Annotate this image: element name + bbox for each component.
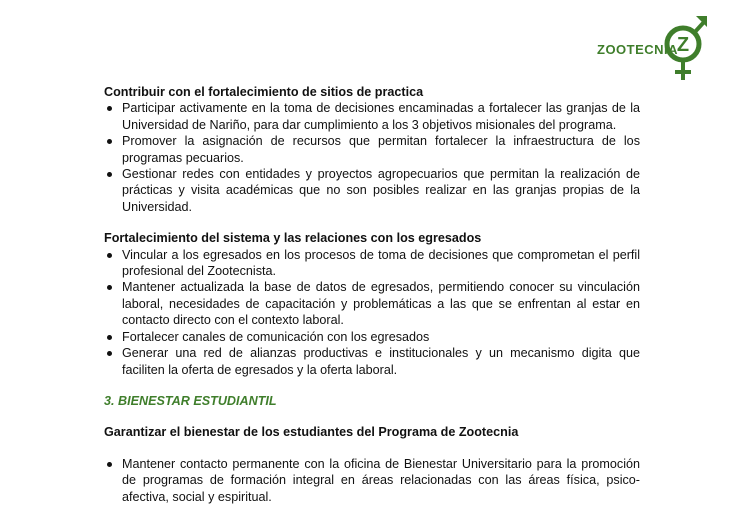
list-sitios-practica xyxy=(104,100,640,215)
list-item: Fortalecer canales de comunicación con los egresados xyxy=(104,329,640,345)
list-item: Gestionar redes con entidades y proyectos agropecuarios que permitan la realización de prácticas y visita académicas que no son posibles realizar en las granjas propias de la Universidad. xyxy=(104,166,640,215)
list-item: Mantener actualizada la base de datos de egresados, permitiendo conocer su vinculación laboral, necesidades de capacitación y problemáticas a las que se enfrentan al estar en contacto directo con el contexto laboral. xyxy=(104,279,640,328)
list-item: Mantener contacto permanente con la oficina de Bienestar Universitario para la promoción de programas de formación integral en áreas relacionadas con las áreas física, psico-afectiva, social y espiritual. xyxy=(104,456,640,505)
list-item: Vincular a los egresados en los procesos de toma de decisiones que comprometan el perfil profesional del Zootecnista. xyxy=(104,247,640,280)
list-item: Generar una red de alianzas productivas e institucionales y un mecanismo digita que faciliten la oferta de egresados y la oferta laboral. xyxy=(104,345,640,378)
venus-mars-z-icon xyxy=(663,14,711,84)
logo-letter: Z xyxy=(676,34,690,56)
heading-egresados: Fortalecimiento del sistema y las relaciones con los egresados xyxy=(104,231,482,246)
logo-text: ZOOTECNIA xyxy=(597,42,679,57)
list-bienestar xyxy=(104,456,640,505)
document-body xyxy=(104,84,640,505)
section-title-bienestar: 3. BIENESTAR ESTUDIANTIL xyxy=(104,393,277,408)
heading-bienestar: Garantizar el bienestar de los estudiantes del Programa de Zootecnia xyxy=(104,425,519,440)
heading-sitios-practica: Contribuir con el fortalecimiento de sitios de practica xyxy=(104,85,424,99)
list-item: Participar activamente en la toma de decisiones encaminadas a fortalecer las granjas de la Universidad de Nariño, para dar cumplimiento a los 3 objetivos misionales del programa. xyxy=(104,100,640,133)
zootecnia-logo xyxy=(597,14,717,84)
list-item: Promover la asignación de recursos que permitan fortalecer la infraestructura de los programas pecuarios. xyxy=(104,133,640,166)
list-egresados xyxy=(104,247,640,378)
